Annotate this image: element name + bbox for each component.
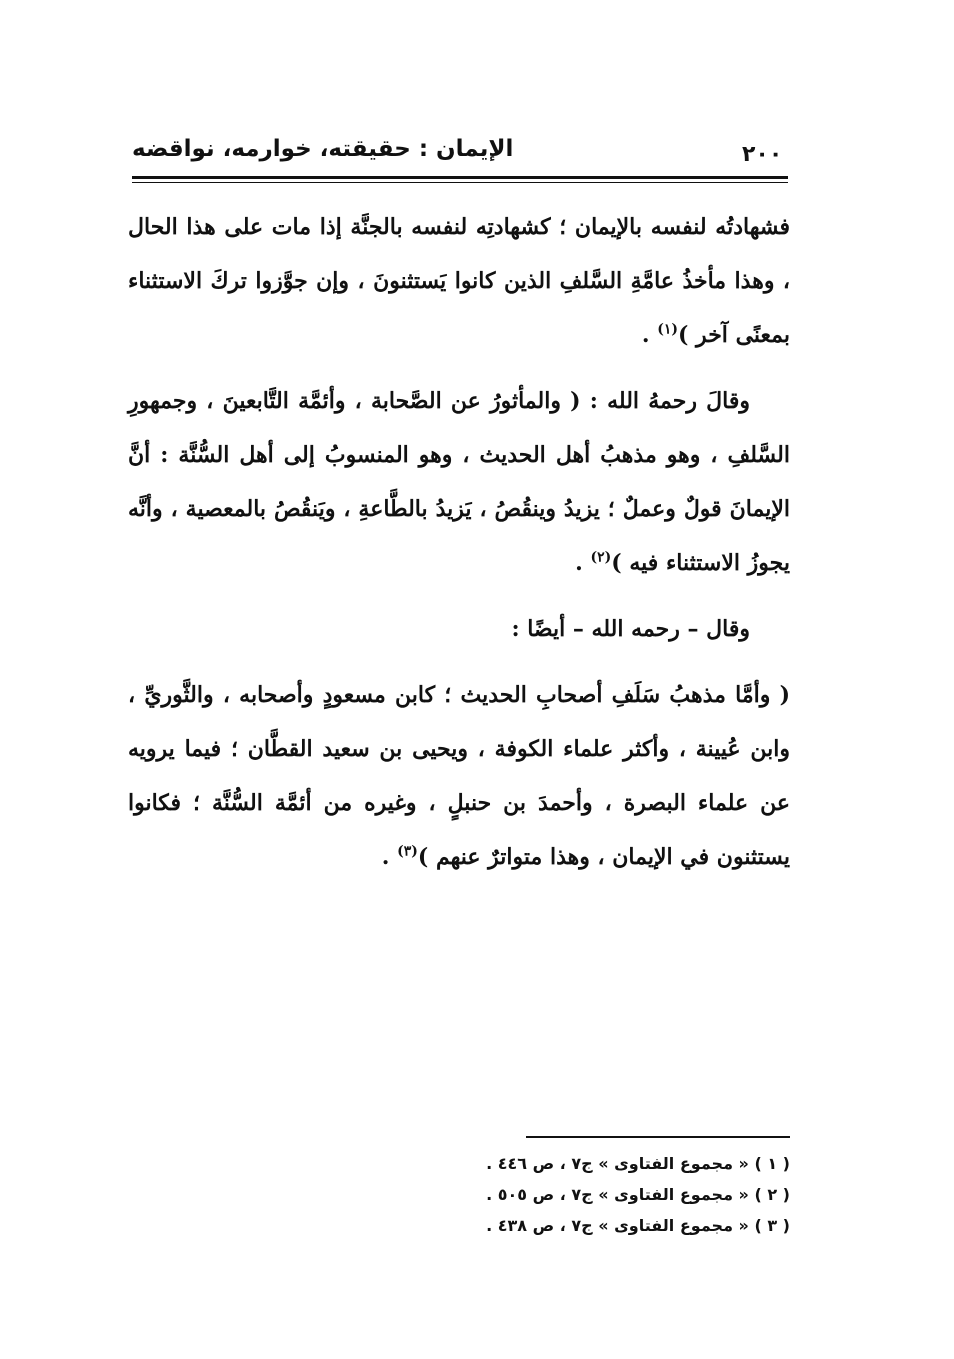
- footnote-ref-3: (٣): [397, 843, 418, 860]
- paragraph-1: [128, 200, 790, 362]
- page-number: ٢٠٠: [742, 142, 783, 167]
- paragraph-tail: .: [381, 844, 398, 870]
- footnote-2: ( ٢ ) « مجموع الفتاوى » ج٧ ، ص ٥٠٥ .: [486, 1185, 790, 1204]
- footnote-ref-1: (١): [657, 321, 678, 338]
- main-text: [128, 200, 790, 884]
- running-head: [132, 136, 788, 176]
- paragraph-2: [128, 374, 790, 590]
- paragraph-text: فشهادتُه لنفسه بالإيمان ؛ كشهادتِه لنفسه بالجنَّة إذا مات على هذا الحال ، وهذا مأخذُ عامَّةِ السَّلفِ الذين كانوا يَستثنونَ ، وإن جوَّزوا تركَ الاستثناء بمعنًى آخر ): [128, 214, 790, 348]
- paragraph-text: وقالَ رحمهُ الله : ( والمأثورُ عن الصَّحابة ، وأئمَّة التَّابعينَ ، وجمهورِ السَّلفِ ، وهو مذهبُ أهل الحديث ، وهو المنسوبُ إلى أهل السُّنَّة : أنَّ الإيمانَ قولٌ وعملٌ ؛ يزيدُ وينقُصُ ، يَزيدُ بالطَّاعةِ ، ويَنقُصُ بالمعصية ، وأنَّه يجوزُ الاستثناء فيه ): [128, 388, 790, 576]
- footnote-1: ( ١ ) « مجموع الفتاوى » ج٧ ، ص ٤٤٦ .: [486, 1154, 790, 1173]
- paragraph-3: [128, 602, 790, 656]
- footnote-rule: [526, 1136, 790, 1138]
- paragraph-text: وقال – رحمه الله – أيضًا :: [511, 616, 750, 642]
- paragraph-4: [128, 668, 790, 884]
- header-rule: [132, 176, 788, 179]
- footnotes: [400, 1148, 790, 1241]
- paragraph-text: ( وأمَّا مذهبُ سَلَفِ أصحابِ الحديث ؛ كابن مسعودٍ وأصحابه ، والثَّوريِّ ، وابن عُيينة ، وأكثر علماء الكوفة ، ويحيى بن سعيد القطَّان ؛ فيما يرويه عن علماء البصرة ، وأحمدَ بن حنبلٍ ، وغيره من أئمَّة السُّنَّة ؛ فكانوا يستثنون في الإيمان ، وهذا متواترٌ عنهم ): [128, 682, 790, 870]
- book-title: الإيمان : حقيقته، خوارمه، نواقضه: [132, 136, 514, 162]
- footnote-3: ( ٣ ) « مجموع الفتاوى » ج٧ ، ص ٤٣٨ .: [486, 1216, 790, 1235]
- footnote-ref-2: (٢): [590, 549, 612, 566]
- header-rule-thin: [132, 182, 788, 183]
- paragraph-tail: .: [575, 550, 591, 576]
- paragraph-tail: .: [641, 322, 658, 348]
